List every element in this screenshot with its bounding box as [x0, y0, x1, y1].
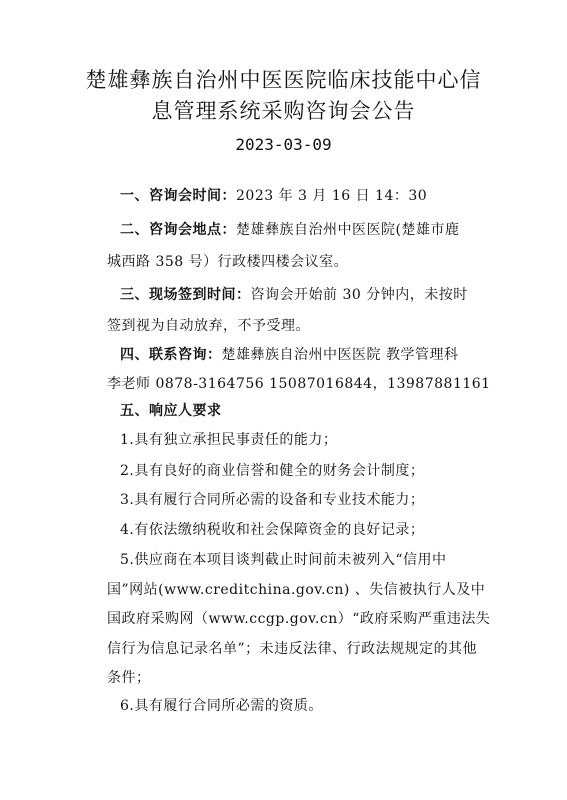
requirement-4: 4.有依法缴纳税收和社会保障资金的良好记录； [120, 522, 425, 538]
signin-value-1: 咨询会开始前 30 分钟内，未按时 [250, 287, 468, 303]
signin-line-1 [120, 285, 468, 305]
time-label: 一、咨询会时间： [120, 188, 236, 204]
signin-label: 三、现场签到时间： [120, 287, 251, 303]
requirement-5-line-5: 条件； [107, 670, 151, 686]
publish-date: 2023-03-09 [235, 135, 332, 154]
requirement-3: 3.具有履行合同所必需的设备和专业技术能力； [120, 492, 425, 508]
requirement-5-line-1: 5.供应商在本项目谈判截止时间前未被列入“信用中 [120, 552, 447, 568]
contact-label: 四、联系咨询： [120, 347, 222, 363]
place-label: 二、咨询会地点： [120, 222, 236, 238]
requirement-1: 1.具有独立承担民事责任的能力； [120, 432, 338, 448]
requirements-heading: 五、响应人要求 [120, 403, 222, 419]
place-line-2: 城西路 358 号）行政楼四楼会议室。 [107, 254, 349, 270]
requirement-5-line-2: 国”网站(www.creditchina.gov.cn) 、失信被执行人及中 [107, 582, 486, 598]
document-title-line-2: 息管理系统采购咨询会公告 [151, 99, 416, 123]
contact-line-1 [120, 345, 458, 365]
contact-value-1: 楚雄彝族自治州中医医院 教学管理科 [221, 347, 459, 363]
contact-line-2: 李老师 0878-3164756 15087016844，13987881161 [107, 376, 491, 392]
requirement-5-line-3: 国政府采购网（www.ccgp.gov.cn）“政府采购严重违法失 [107, 611, 491, 627]
requirement-2: 2.具有良好的商业信誉和健全的财务会计制度； [120, 463, 425, 479]
place-line-1 [120, 220, 459, 240]
document-title-line-1: 楚雄彝族自治州中医医院临床技能中心信 [85, 68, 482, 92]
signin-line-2: 签到视为自动放弃，不予受理。 [107, 318, 310, 334]
time-value: 2023 年 3 月 16 日 14：30 [236, 188, 428, 204]
time-line [120, 186, 427, 206]
requirement-5-line-4: 信行为信息记录名单”；未违反法律、行政法规规定的其他 [107, 641, 478, 657]
place-value-1: 楚雄彝族自治州中医医院(楚雄市鹿 [236, 222, 460, 238]
requirement-6: 6.具有履行合同所必需的资质。 [120, 698, 323, 714]
